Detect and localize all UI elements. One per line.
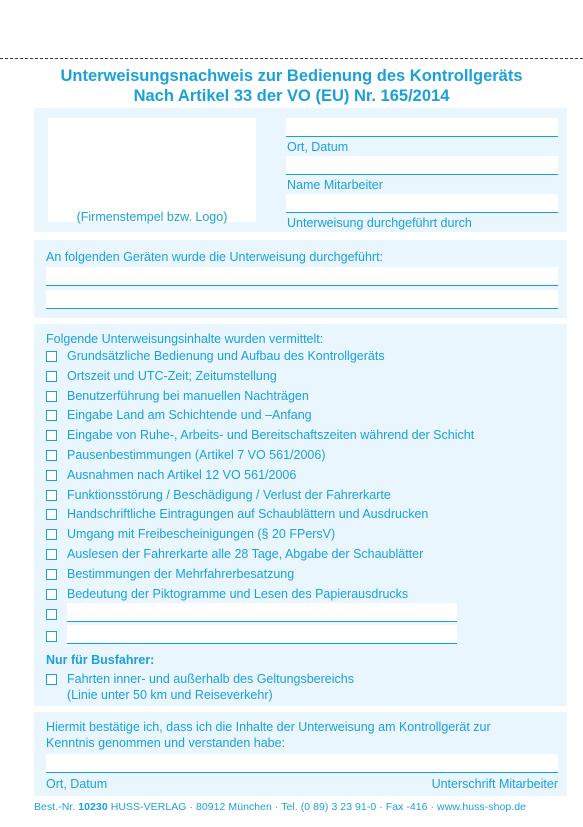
- checkbox[interactable]: [46, 371, 57, 382]
- company-stamp-label: (Firmenstempel bzw. Logo): [76, 210, 228, 224]
- checkbox[interactable]: [46, 470, 57, 481]
- signature-field[interactable]: [46, 754, 558, 772]
- employee-name-label: Name Mitarbeiter: [287, 178, 383, 192]
- devices-heading: An folgenden Geräten wurde die Unterweisung durchgeführt:: [46, 250, 384, 264]
- checkbox[interactable]: [46, 430, 57, 441]
- title-line-2: Nach Artikel 33 der VO (EU) Nr. 165/2014: [133, 87, 450, 105]
- checkbox[interactable]: [46, 549, 57, 560]
- page-title: [0, 66, 583, 106]
- checkbox[interactable]: [46, 410, 57, 421]
- content-item-text: Benutzerführung bei manuellen Nachträgen: [67, 389, 309, 403]
- cut-line: [0, 58, 583, 59]
- place-date-field[interactable]: [286, 118, 558, 136]
- checkbox[interactable]: [46, 631, 57, 642]
- signature-underline: [46, 772, 558, 773]
- contents-heading: Folgende Unterweisungsinhalte wurden vermittelt:: [46, 332, 324, 346]
- checkbox[interactable]: [46, 589, 57, 600]
- content-item-text: Pausenbestimmungen (Artikel 7 VO 561/2006): [67, 448, 326, 462]
- footer-order-number: 10230: [78, 801, 108, 813]
- checkbox[interactable]: [46, 351, 57, 362]
- content-item-text: Grundsätzliche Bedienung und Aufbau des Kontrollgeräts: [67, 349, 385, 363]
- devices-panel: [34, 240, 567, 318]
- content-item-text: Umgang mit Freibescheinigungen (§ 20 FPersV): [67, 527, 336, 541]
- confirmation-place-date-label: Ort, Datum: [46, 777, 108, 791]
- custom-item-field-2[interactable]: [67, 625, 457, 643]
- employee-name-field[interactable]: [286, 156, 558, 174]
- content-item-text: Ortszeit und UTC-Zeit; Zeitumstellung: [67, 369, 277, 383]
- devices-field-2[interactable]: [46, 290, 558, 308]
- bus-driver-item-line-2: (Linie unter 50 km und Reiseverkehr): [67, 688, 273, 702]
- devices-field-1[interactable]: [46, 267, 558, 285]
- checkbox[interactable]: [46, 450, 57, 461]
- devices-underline-1: [46, 285, 558, 286]
- instructor-label: Unterweisung durchgeführt durch: [287, 216, 472, 230]
- custom-item-underline-1: [67, 621, 457, 622]
- content-item-text: Bedeutung der Piktogramme und Lesen des Papierausdrucks: [67, 587, 409, 601]
- instructor-field[interactable]: [286, 194, 558, 212]
- bus-driver-heading: Nur für Busfahrer:: [46, 653, 155, 667]
- content-item-text: Eingabe von Ruhe-, Arbeits- und Bereitschaftszeiten während der Schicht: [67, 428, 475, 442]
- content-item-text: Handschriftliche Eintragungen auf Schaublättern und Ausdrucken: [67, 507, 429, 521]
- footer-publisher-info: HUSS-VERLAG · 80912 München · Tel. (0 89) 3 23 91-0 · Fax -416 · www.huss-shop.de: [110, 801, 526, 813]
- checkbox[interactable]: [46, 674, 57, 685]
- devices-underline-2: [46, 308, 558, 309]
- contents-panel: [34, 324, 567, 706]
- confirmation-text-line-2: Kenntnis genommen und verstanden habe:: [46, 736, 286, 750]
- content-item-text: Ausnahmen nach Artikel 12 VO 561/2006: [67, 468, 297, 482]
- checkbox[interactable]: [46, 609, 57, 620]
- footer-order-prefix: Best.-Nr.: [34, 801, 76, 813]
- content-item-text: Auslesen der Fahrerkarte alle 28 Tage, Abgabe der Schaublätter: [67, 547, 424, 561]
- content-item-text: Eingabe Land am Schichtende und –Anfang: [67, 408, 312, 422]
- title-line-1: Unterweisungsnachweis zur Bedienung des Kontrollgeräts: [60, 67, 523, 85]
- content-item-text: Funktionsstörung / Beschädigung / Verlust der Fahrerkarte: [67, 488, 391, 502]
- confirmation-text-line-1: Hiermit bestätige ich, dass ich die Inhalte der Unterweisung am Kontrollgerät zur: [46, 720, 491, 734]
- checkbox[interactable]: [46, 490, 57, 501]
- checkbox[interactable]: [46, 529, 57, 540]
- place-date-label: Ort, Datum: [287, 140, 349, 154]
- custom-item-field-1[interactable]: [67, 603, 457, 621]
- place-date-underline: [286, 136, 558, 137]
- header-panel: [34, 108, 567, 232]
- confirmation-panel: [34, 712, 567, 796]
- footer: [34, 801, 567, 814]
- bus-driver-item-line-1: Fahrten inner- und außerhalb des Geltungsbereichs: [67, 672, 354, 686]
- company-stamp-area[interactable]: [48, 118, 256, 222]
- content-item-text: Bestimmungen der Mehrfahrerbesatzung: [67, 567, 295, 581]
- employee-signature-label: Unterschrift Mitarbeiter: [431, 777, 558, 791]
- custom-item-underline-2: [67, 643, 457, 644]
- checkbox[interactable]: [46, 391, 57, 402]
- checkbox[interactable]: [46, 509, 57, 520]
- checkbox[interactable]: [46, 569, 57, 580]
- instructor-underline: [286, 212, 558, 213]
- employee-name-underline: [286, 174, 558, 175]
